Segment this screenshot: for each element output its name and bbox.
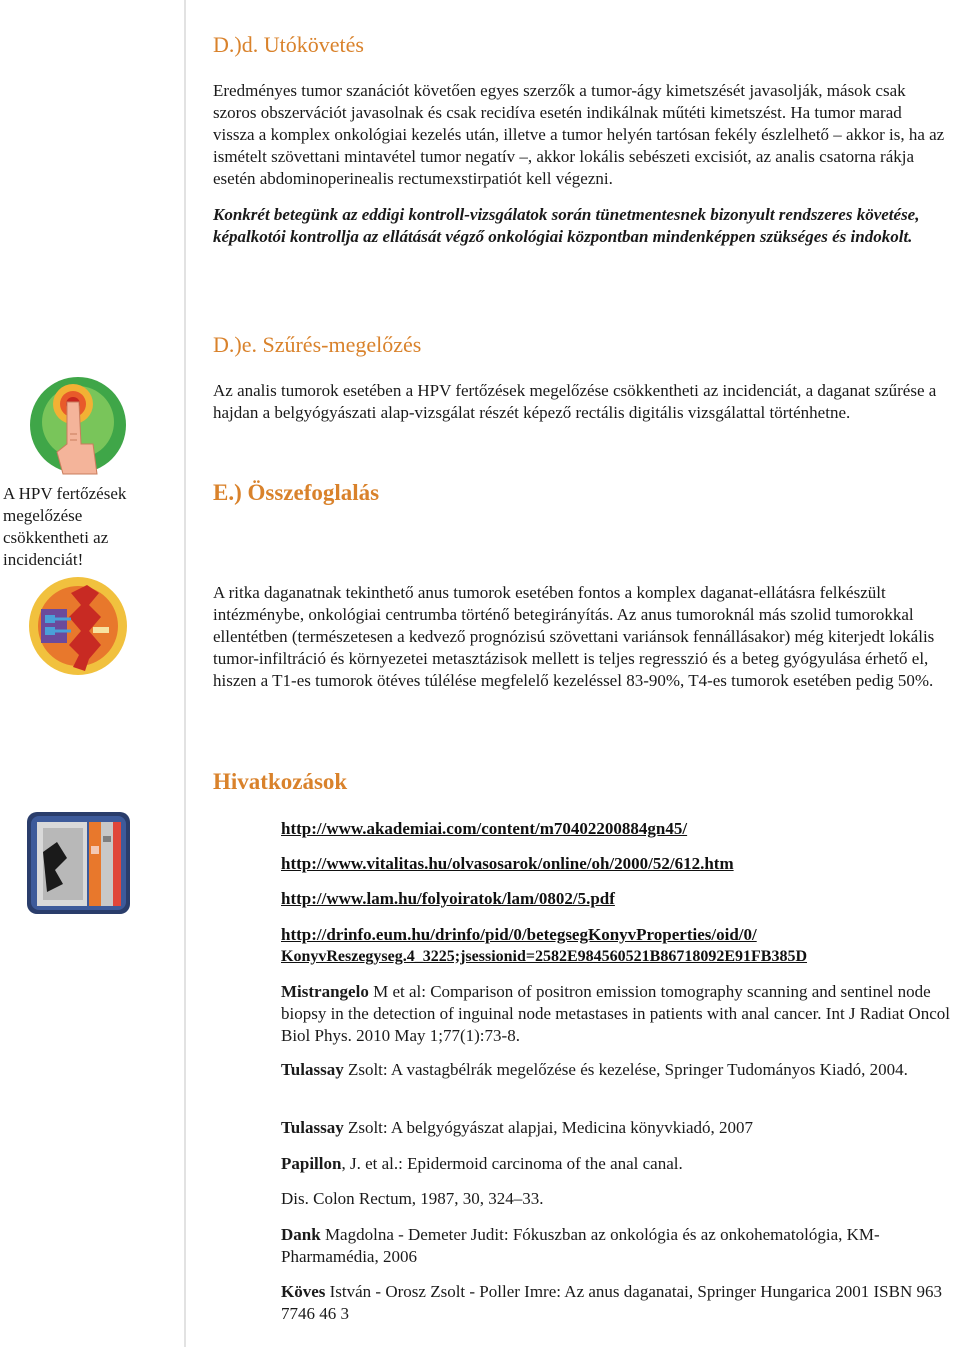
szures-body	[213, 380, 945, 424]
reference-link-2[interactable]: http://www.vitalitas.hu/olvasosarok/online/oh/2000/52/612.htm	[281, 854, 734, 873]
osszefoglalas-paragraph: A ritka daganatnak tekinthető anus tumorok esetében fontos a komplex daganat-ellátásra felkészült intézménybe, onkológiai centrumba történő betegirányítás. Az anus tumoroknál más szolid tumorokkal ellentétben (természetesen a kedvező prognózisú szövettani variánsok fennállásakor) még kiterjedt lokális tumor-infiltráció és környezetei metasztázisok mellett is teljes regresszió és a beteg gyógyulása érhető el, hiszen a T1-es tumorok ötéves túlélése megfelelő kezeléssel 83-90%, T4-es tumorok esetében pedig 50%.	[213, 583, 935, 690]
hpv-sidebar-caption: A HPV fertőzések megelőzése csökkentheti az incidenciát!	[3, 484, 127, 569]
reference-link-4-line1: http://drinfo.eum.hu/drinfo/pid/0/betegsegKonyvProperties/oid/0/	[281, 925, 757, 944]
reference-item: Tulassay Zsolt: A belgyógyászat alapjai, Medicina könyvkiadó, 2007	[281, 1118, 754, 1137]
touch-button-icon	[27, 374, 130, 476]
reference-item: Dis. Colon Rectum, 1987, 30, 324–33.	[281, 1189, 544, 1208]
reference-item: Tulassay Zsolt: A vastagbélrák megelőzése és kezelése, Springer Tudományos Kiadó, 2004.	[281, 1060, 908, 1079]
flowchart-icon	[27, 575, 130, 677]
reference-item: Papillon, J. et al.: Epidermoid carcinoma of the anal canal.	[281, 1154, 683, 1173]
margin-divider	[184, 0, 186, 1347]
reference-item: Dank Magdolna - Demeter Judit: Fókuszban az onkológia és az onkohematológia, KM-Pharmamédia, 2006	[281, 1225, 880, 1266]
section-title-osszefoglalas: E.) Összefoglalás	[213, 480, 380, 505]
reference-link-4[interactable]	[281, 924, 953, 968]
section-title-utokovetes: D.)d. Utókövetés	[213, 32, 364, 57]
szures-paragraph: Az analis tumorok esetében a HPV fertőzések megelőzése csökkentheti az incidenciát, a daganat szűrése a hajdan a belgyógyászati alap-vizsgálat részét képező rectális digitális vizsgálattal történhetne.	[213, 381, 937, 422]
section-title-hivatkozasok: Hivatkozások	[213, 769, 348, 794]
osszefoglalas-body	[213, 582, 945, 692]
utokovetes-paragraph: Eredményes tumor szanációt követően egyes szerzők a tumor-ágy kimetszését javasolják, mások csak szoros obszervációt javasolnak és csak recidíva esetén indikálnak műtéti kimetszést. Ha tumor marad vissza a komplex onkológiai kezelés után, illetve a tumor helyén tartósan fekély észlelhető – akkor is, ha az ismételt szövettani mintavétel tumor negatív –, akkor lokális sebészeti excisiót, az analis csatorna rákja esetén abdominoperinealis rectumexstirpatiót kell végezni.	[213, 81, 945, 188]
books-icon	[27, 812, 130, 914]
section-title-szures: D.)e. Szűrés-megelőzés	[213, 332, 422, 357]
utokovetes-emphasis: Konkrét betegünk az eddigi kontroll-vizsgálatok során tünetmentesnek bizonyult rendszeres követése, képalkotói kontrollja az ellátását végző onkológiai központban mindenképpen szükséges és indokolt.	[213, 205, 920, 246]
utokovetes-body	[213, 80, 945, 248]
reference-link-1[interactable]: http://www.akademiai.com/content/m70402200884gn45/	[281, 819, 688, 838]
reference-item: Köves István - Orosz Zsolt - Poller Imre: Az anus daganatai, Springer Hungarica 2001 ISBN 963 7746 46 3	[281, 1282, 942, 1323]
reference-item: Mistrangelo M et al: Comparison of positron emission tomography scanning and sentinel node biopsy in the detection of inguinal node metastases in patients with anal cancer. Int J Radiat Oncol Biol Phys. 2010 May 1;77(1):73-8.	[281, 982, 950, 1045]
reference-link-3[interactable]: http://www.lam.hu/folyoiratok/lam/0802/5.pdf	[281, 889, 615, 908]
reference-link-4-line2: KonyvReszegyseg.4_3225;jsessionid=2582E984560521B86718092E91FB385D	[281, 948, 808, 965]
